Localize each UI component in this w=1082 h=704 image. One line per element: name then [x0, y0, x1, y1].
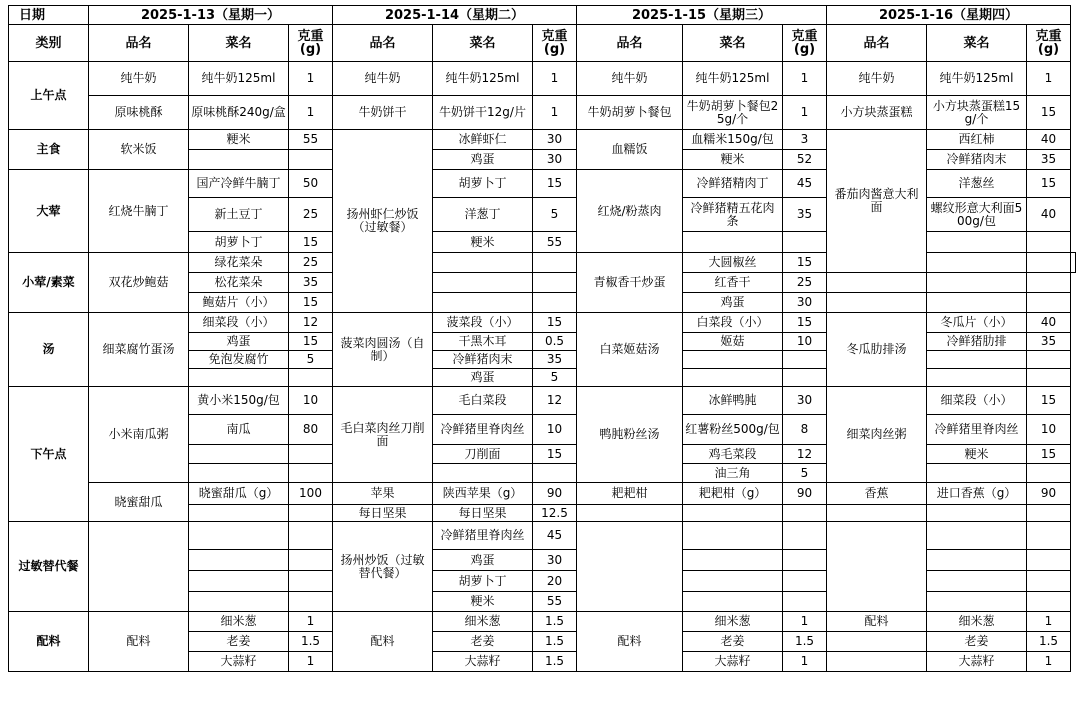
- tue-soup-dish-2: 干黑木耳: [433, 333, 533, 351]
- wed-allergy-dish-empty-2: [683, 550, 783, 571]
- wed-soup-weight-1: 15: [783, 313, 827, 333]
- mon-afternoon-weight-empty-4: [289, 464, 333, 483]
- tue-morning-dish-2: 牛奶饼干12g/片: [433, 96, 533, 130]
- wed-meat-weight-1: 45: [783, 170, 827, 198]
- thu-veg-product-empty-2: [827, 273, 927, 293]
- mon-afternoon-weight-1: 10: [289, 387, 333, 415]
- dish-header: 菜名: [433, 25, 533, 62]
- thu-allergy-product-empty: [827, 522, 927, 612]
- wed-fruit-empty-weight: [783, 505, 827, 522]
- wed-fruit-product: 耙耙柑: [577, 483, 683, 505]
- category-allergy-meal: 过敏替代餐: [9, 522, 89, 612]
- thu-seasoning-weight-3: 1: [1027, 652, 1071, 672]
- mon-morning-dish-2: 原味桃酥240g/盒: [189, 96, 289, 130]
- thu-main-weight-2: 35: [1027, 150, 1071, 170]
- thu-afternoon-dish-empty-4: [927, 464, 1027, 483]
- thu-allergy-dish-empty-4: [927, 592, 1027, 612]
- weight-header: 克重(g): [289, 25, 333, 62]
- mon-morning-dish-1: 纯牛奶125ml: [189, 62, 289, 96]
- category-afternoon-snack: 下午点: [9, 387, 89, 522]
- mon-fruit-dish-empty: [189, 505, 289, 522]
- wed-meat-dish-2: 冷鲜猪精五花肉条: [683, 198, 783, 232]
- wed-afternoon-dish-2: 红薯粉丝500g/包: [683, 415, 783, 445]
- mon-staple-weight-1: 55: [289, 130, 333, 150]
- tue-seasoning-weight-1: 1.5: [533, 612, 577, 632]
- thu-seasoning-product-empty-3: [827, 652, 927, 672]
- wed-staple-dish-1: 血糯米150g/包: [683, 130, 783, 150]
- tue-afternoon-dish-3: 刀削面: [433, 445, 533, 464]
- tue-seasoning-dish-3: 大蒜籽: [433, 652, 533, 672]
- tue-afternoon-dish-2: 冷鲜猪里脊肉丝: [433, 415, 533, 445]
- wed-fruit-weight: 90: [783, 483, 827, 505]
- mon-soup-weight-empty-4: [289, 369, 333, 387]
- mon-afternoon-dish-empty-4: [189, 464, 289, 483]
- wed-meat-dish-empty: [683, 232, 783, 253]
- thu-main-dish-3: 洋葱丝: [927, 170, 1027, 198]
- mon-veg-weight-1: 25: [289, 253, 333, 273]
- mon-soup-dish-3: 免泡发腐竹: [189, 351, 289, 369]
- mon-soup-dish-empty-4: [189, 369, 289, 387]
- wed-soup-dish-empty-3: [683, 351, 783, 369]
- wed-seasoning-weight-3: 1: [783, 652, 827, 672]
- thu-morning-weight-1: 1: [1027, 62, 1071, 96]
- wed-allergy-weight-empty-2: [783, 550, 827, 571]
- mon-morning-product-1: 纯牛奶: [89, 62, 189, 96]
- thu-main-weight-1: 40: [1027, 130, 1071, 150]
- wed-staple-dish-2: 粳米: [683, 150, 783, 170]
- mon-meat-dish-3: 胡萝卜丁: [189, 232, 289, 253]
- thu-main-dish-empty: [927, 232, 1027, 253]
- mon-seasoning-dish-1: 细米葱: [189, 612, 289, 632]
- tue-seasoning-weight-3: 1.5: [533, 652, 577, 672]
- tue-allergy-weight-2: 30: [533, 550, 577, 571]
- tue-fruit-product-1: 苹果: [333, 483, 433, 505]
- thu-soup-dish-1: 冬瓜片（小）: [927, 313, 1027, 333]
- dish-header: 菜名: [189, 25, 289, 62]
- thu-allergy-dish-empty-3: [927, 571, 1027, 592]
- wed-morning-product-1: 纯牛奶: [577, 62, 683, 96]
- mon-meat-product: 红烧牛腩丁: [89, 170, 189, 253]
- wed-afternoon-dish-1: 冰鲜鸭肫: [683, 387, 783, 415]
- day-tue-date: 2025-1-14（星期二）: [333, 6, 577, 25]
- mon-fruit-weight: 100: [289, 483, 333, 505]
- thu-soup-dish-2: 冷鲜猪肋排: [927, 333, 1027, 351]
- mon-afternoon-dish-1: 黄小米150g/包: [189, 387, 289, 415]
- thu-soup-dish-empty-4: [927, 369, 1027, 387]
- tue-main-dish-4: 洋葱丁: [433, 198, 533, 232]
- mon-soup-dish-1: 细菜段（小）: [189, 313, 289, 333]
- thu-soup-weight-empty-4: [1027, 369, 1071, 387]
- thu-soup-weight-1: 40: [1027, 313, 1071, 333]
- mon-veg-dish-1: 绿花菜朵: [189, 253, 289, 273]
- wed-morning-weight-2: 1: [783, 96, 827, 130]
- wed-soup-product: 白菜姬菇汤: [577, 313, 683, 387]
- wed-morning-weight-1: 1: [783, 62, 827, 96]
- thu-allergy-dish-empty-1: [927, 522, 1027, 550]
- wed-staple-weight-1: 3: [783, 130, 827, 150]
- wed-allergy-weight-empty-1: [783, 522, 827, 550]
- tue-main-dish-5: 粳米: [433, 232, 533, 253]
- wed-soup-dish-empty-4: [683, 369, 783, 387]
- thu-morning-product-2: 小方块蒸蛋糕: [827, 96, 927, 130]
- tue-seasoning-dish-2: 老姜: [433, 632, 533, 652]
- tue-soup-weight-2: 0.5: [533, 333, 577, 351]
- thu-allergy-weight-empty-4: [1027, 592, 1071, 612]
- thu-veg-product-empty-3: [827, 293, 927, 313]
- wed-morning-dish-2: 牛奶胡萝卜餐包25g/个: [683, 96, 783, 130]
- tue-main-dish-2: 鸡蛋: [433, 150, 533, 170]
- mon-seasoning-weight-3: 1: [289, 652, 333, 672]
- thu-veg-dish-empty-2: [927, 273, 1027, 293]
- wed-seasoning-product: 配料: [577, 612, 683, 672]
- thu-seasoning-dish-3: 大蒜籽: [927, 652, 1027, 672]
- thu-veg-dish-empty-1: [1027, 253, 1071, 273]
- wed-soup-dish-1: 白菜段（小）: [683, 313, 783, 333]
- thu-main-dish-1: 西红柿: [927, 130, 1027, 150]
- tue-allergy-dish-3: 胡萝卜丁: [433, 571, 533, 592]
- mon-soup-weight-2: 15: [289, 333, 333, 351]
- wed-afternoon-weight-3: 12: [783, 445, 827, 464]
- tue-main-weight-1: 30: [533, 130, 577, 150]
- category-morning-snack: 上午点: [9, 62, 89, 130]
- wed-seasoning-dish-3: 大蒜籽: [683, 652, 783, 672]
- wed-allergy-product-empty: [577, 522, 683, 612]
- thu-main-weight-4: 40: [1027, 198, 1071, 232]
- tue-morning-weight-1: 1: [533, 62, 577, 96]
- thu-morning-weight-2: 15: [1027, 96, 1071, 130]
- thu-seasoning-product: 配料: [827, 612, 927, 632]
- wed-veg-dish-2: 红香干: [683, 273, 783, 293]
- thu-seasoning-weight-1: 1: [1027, 612, 1071, 632]
- category-staple: 主食: [9, 130, 89, 170]
- wed-meat-product: 红烧/粉蒸肉: [577, 170, 683, 253]
- mon-afternoon-weight-empty-3: [289, 445, 333, 464]
- wed-allergy-dish-empty-1: [683, 522, 783, 550]
- wed-soup-weight-2: 10: [783, 333, 827, 351]
- tue-seasoning-dish-1: 细米葱: [433, 612, 533, 632]
- tue-afternoon-weight-1: 12: [533, 387, 577, 415]
- mon-soup-product: 细菜腐竹蛋汤: [89, 313, 189, 387]
- thu-soup-product: 冬瓜肋排汤: [827, 313, 927, 387]
- category-seasoning: 配料: [9, 612, 89, 672]
- category-soup: 汤: [9, 313, 89, 387]
- wed-fruit-empty-dish: [683, 505, 783, 522]
- wed-seasoning-weight-1: 1: [783, 612, 827, 632]
- product-header: 品名: [89, 25, 189, 62]
- wed-veg-weight-3: 30: [783, 293, 827, 313]
- tue-seasoning-product: 配料: [333, 612, 433, 672]
- thu-morning-dish-1: 纯牛奶125ml: [927, 62, 1027, 96]
- product-header: 品名: [333, 25, 433, 62]
- wed-staple-product: 血糯饭: [577, 130, 683, 170]
- tue-main-dish-empty-1: [433, 253, 533, 273]
- thu-seasoning-weight-2: 1.5: [1027, 632, 1071, 652]
- thu-soup-weight-empty-3: [1027, 351, 1071, 369]
- tue-fruit-weight-1: 90: [533, 483, 577, 505]
- tue-allergy-dish-4: 粳米: [433, 592, 533, 612]
- tue-allergy-dish-2: 鸡蛋: [433, 550, 533, 571]
- tue-fruit-dish-2: 每日坚果: [433, 505, 533, 522]
- thu-veg-product-empty: [927, 253, 1027, 273]
- wed-allergy-weight-empty-3: [783, 571, 827, 592]
- wed-soup-dish-2: 姬菇: [683, 333, 783, 351]
- mon-seasoning-product: 配料: [89, 612, 189, 672]
- mon-morning-weight-1: 1: [289, 62, 333, 96]
- mon-allergy-dish-empty-3: [189, 571, 289, 592]
- weight-header: 克重(g): [1027, 25, 1071, 62]
- mon-allergy-dish-empty-4: [189, 592, 289, 612]
- mon-morning-product-2: 原味桃酥: [89, 96, 189, 130]
- thu-seasoning-dish-2: 老姜: [927, 632, 1027, 652]
- date-label: 日期: [9, 6, 89, 25]
- wed-afternoon-dish-4: 油三角: [683, 464, 783, 483]
- mon-fruit-weight-empty: [289, 505, 333, 522]
- tue-main-weight-2: 30: [533, 150, 577, 170]
- tue-afternoon-weight-2: 10: [533, 415, 577, 445]
- thu-afternoon-dish-1: 细菜段（小）: [927, 387, 1027, 415]
- tue-main-weight-empty-3: [533, 293, 577, 313]
- thu-main-weight-empty: [1027, 232, 1071, 253]
- mon-staple-product: 软米饭: [89, 130, 189, 170]
- tue-morning-weight-2: 1: [533, 96, 577, 130]
- thu-afternoon-dish-3: 粳米: [927, 445, 1027, 464]
- wed-veg-dish-3: 鸡蛋: [683, 293, 783, 313]
- tue-morning-product-2: 牛奶饼干: [333, 96, 433, 130]
- tue-fruit-weight-2: 12.5: [533, 505, 577, 522]
- thu-main-dish-4: 螺纹形意大利面500g/包: [927, 198, 1027, 232]
- wed-soup-weight-empty-4: [783, 369, 827, 387]
- mon-staple-dish-empty: [189, 150, 289, 170]
- tue-soup-product: 菠菜肉圆汤（自制）: [333, 313, 433, 387]
- wed-meat-dish-1: 冷鲜猪精肉丁: [683, 170, 783, 198]
- wed-afternoon-weight-2: 8: [783, 415, 827, 445]
- tue-main-dish-1: 冰鲜虾仁: [433, 130, 533, 150]
- thu-fruit-empty-dish: [927, 505, 1027, 522]
- thu-allergy-weight-empty-2: [1027, 550, 1071, 571]
- thu-afternoon-weight-2: 10: [1027, 415, 1071, 445]
- wed-meat-weight-2: 35: [783, 198, 827, 232]
- mon-afternoon-dish-empty-3: [189, 445, 289, 464]
- wed-staple-weight-2: 52: [783, 150, 827, 170]
- tue-afternoon-weight-3: 15: [533, 445, 577, 464]
- mon-afternoon-weight-2: 80: [289, 415, 333, 445]
- thu-afternoon-product: 细菜肉丝粥: [827, 387, 927, 483]
- wed-seasoning-dish-1: 细米葱: [683, 612, 783, 632]
- tue-soup-weight-3: 35: [533, 351, 577, 369]
- dish-header: 菜名: [927, 25, 1027, 62]
- mon-veg-dish-3: 鲍菇片（小）: [189, 293, 289, 313]
- mon-soup-weight-1: 12: [289, 313, 333, 333]
- thu-afternoon-weight-3: 15: [1027, 445, 1071, 464]
- thu-allergy-dish-empty-2: [927, 550, 1027, 571]
- mon-allergy-dish-empty-2: [189, 550, 289, 571]
- wed-morning-dish-1: 纯牛奶125ml: [683, 62, 783, 96]
- tue-fruit-product-2: 每日坚果: [333, 505, 433, 522]
- category-meat: 大荤: [9, 170, 89, 253]
- mon-veg-dish-2: 松花菜朵: [189, 273, 289, 293]
- tue-soup-dish-3: 冷鲜猪肉末: [433, 351, 533, 369]
- thu-fruit-dish: 进口香蕉（g）: [927, 483, 1027, 505]
- tue-allergy-weight-3: 20: [533, 571, 577, 592]
- thu-allergy-weight-empty-1: [1027, 522, 1071, 550]
- product-header: 品名: [827, 25, 927, 62]
- day-wed-date: 2025-1-15（星期三）: [577, 6, 827, 25]
- thu-allergy-weight-empty-3: [1027, 571, 1071, 592]
- tue-main-dish-3: 胡萝卜丁: [433, 170, 533, 198]
- mon-afternoon-product: 小米南瓜粥: [89, 387, 189, 483]
- tue-main-product: 扬州虾仁炒饭（过敏餐）: [333, 130, 433, 313]
- thu-afternoon-weight-1: 15: [1027, 387, 1071, 415]
- mon-fruit-dish: 晓蜜甜瓜（g）: [189, 483, 289, 505]
- thu-veg-weight-empty-2: [1027, 273, 1071, 293]
- mon-veg-product: 双花炒鲍菇: [89, 253, 189, 313]
- thu-fruit-weight: 90: [1027, 483, 1071, 505]
- wed-veg-product: 青椒香干炒蛋: [577, 253, 683, 313]
- product-header: 品名: [577, 25, 683, 62]
- tue-main-weight-5: 55: [533, 232, 577, 253]
- tue-main-dish-empty-2: [433, 273, 533, 293]
- mon-allergy-dish-empty-1: [189, 522, 289, 550]
- mon-soup-weight-3: 5: [289, 351, 333, 369]
- thu-morning-product-1: 纯牛奶: [827, 62, 927, 96]
- tue-allergy-weight-1: 45: [533, 522, 577, 550]
- thu-main-dish-2: 冷鲜猪肉末: [927, 150, 1027, 170]
- wed-seasoning-weight-2: 1.5: [783, 632, 827, 652]
- wed-allergy-dish-empty-4: [683, 592, 783, 612]
- mon-allergy-weight-empty-2: [289, 550, 333, 571]
- mon-meat-dish-2: 新土豆丁: [189, 198, 289, 232]
- thu-veg-weight-empty-1: [1071, 253, 1076, 273]
- tue-soup-weight-4: 5: [533, 369, 577, 387]
- wed-allergy-weight-empty-4: [783, 592, 827, 612]
- tue-main-weight-empty-1: [533, 253, 577, 273]
- wed-seasoning-dish-2: 老姜: [683, 632, 783, 652]
- thu-afternoon-weight-empty-4: [1027, 464, 1071, 483]
- mon-allergy-weight-empty-3: [289, 571, 333, 592]
- thu-fruit-empty-product: [827, 505, 927, 522]
- tue-afternoon-weight-empty-4: [533, 464, 577, 483]
- tue-afternoon-dish-1: 毛白菜段: [433, 387, 533, 415]
- tue-allergy-weight-4: 55: [533, 592, 577, 612]
- thu-main-product: 番茄肉酱意大利面: [827, 130, 927, 273]
- tue-afternoon-dish-empty-4: [433, 464, 533, 483]
- weekly-menu-table: [8, 5, 1076, 672]
- wed-veg-weight-2: 25: [783, 273, 827, 293]
- tue-seasoning-weight-2: 1.5: [533, 632, 577, 652]
- mon-seasoning-dish-2: 老姜: [189, 632, 289, 652]
- wed-afternoon-weight-4: 5: [783, 464, 827, 483]
- mon-veg-weight-2: 35: [289, 273, 333, 293]
- wed-fruit-empty-product: [577, 505, 683, 522]
- day-thu-date: 2025-1-16（星期四）: [827, 6, 1071, 25]
- mon-morning-weight-2: 1: [289, 96, 333, 130]
- mon-soup-dish-2: 鸡蛋: [189, 333, 289, 351]
- day-mon-date: 2025-1-13（星期一）: [89, 6, 333, 25]
- wed-veg-weight-1: 15: [783, 253, 827, 273]
- wed-afternoon-weight-1: 30: [783, 387, 827, 415]
- mon-seasoning-weight-2: 1.5: [289, 632, 333, 652]
- tue-fruit-dish-1: 陕西苹果（g）: [433, 483, 533, 505]
- wed-afternoon-dish-3: 鸡毛菜段: [683, 445, 783, 464]
- wed-fruit-dish: 耙耙柑（g）: [683, 483, 783, 505]
- wed-allergy-dish-empty-3: [683, 571, 783, 592]
- thu-veg-weight-empty-3: [1027, 293, 1071, 313]
- mon-afternoon-dish-2: 南瓜: [189, 415, 289, 445]
- thu-main-weight-3: 15: [1027, 170, 1071, 198]
- wed-morning-product-2: 牛奶胡萝卜餐包: [577, 96, 683, 130]
- mon-seasoning-dish-3: 大蒜籽: [189, 652, 289, 672]
- mon-veg-weight-3: 15: [289, 293, 333, 313]
- mon-meat-weight-3: 15: [289, 232, 333, 253]
- tue-morning-dish-1: 纯牛奶125ml: [433, 62, 533, 96]
- mon-meat-weight-2: 25: [289, 198, 333, 232]
- tue-main-weight-empty-2: [533, 273, 577, 293]
- category-veg: 小荤/素菜: [9, 253, 89, 313]
- tue-soup-weight-1: 15: [533, 313, 577, 333]
- thu-fruit-empty-weight: [1027, 505, 1071, 522]
- category-header: 类别: [9, 25, 89, 62]
- tue-soup-dish-4: 鸡蛋: [433, 369, 533, 387]
- mon-staple-dish-1: 粳米: [189, 130, 289, 150]
- mon-seasoning-weight-1: 1: [289, 612, 333, 632]
- thu-soup-weight-2: 35: [1027, 333, 1071, 351]
- tue-morning-product-1: 纯牛奶: [333, 62, 433, 96]
- tue-allergy-dish-1: 冷鲜猪里脊肉丝: [433, 522, 533, 550]
- thu-soup-dish-empty-3: [927, 351, 1027, 369]
- tue-afternoon-product: 毛白菜肉丝刀削面: [333, 387, 433, 483]
- thu-afternoon-dish-2: 冷鲜猪里脊肉丝: [927, 415, 1027, 445]
- mon-allergy-weight-empty-4: [289, 592, 333, 612]
- mon-fruit-product: 晓蜜甜瓜: [89, 483, 189, 522]
- tue-main-weight-3: 15: [533, 170, 577, 198]
- wed-meat-weight-empty: [783, 232, 827, 253]
- thu-fruit-product: 香蕉: [827, 483, 927, 505]
- wed-veg-dish-1: 大圆椒丝: [683, 253, 783, 273]
- weight-header: 克重(g): [533, 25, 577, 62]
- tue-main-weight-4: 5: [533, 198, 577, 232]
- wed-soup-weight-empty-3: [783, 351, 827, 369]
- mon-meat-weight-1: 50: [289, 170, 333, 198]
- tue-soup-dish-1: 菠菜段（小）: [433, 313, 533, 333]
- mon-allergy-weight-empty-1: [289, 522, 333, 550]
- thu-morning-dish-2: 小方块蒸蛋糕15g/个: [927, 96, 1027, 130]
- mon-staple-weight-empty: [289, 150, 333, 170]
- tue-allergy-product: 扬州炒饭（过敏替代餐）: [333, 522, 433, 612]
- mon-allergy-product-empty: [89, 522, 189, 612]
- thu-seasoning-product-empty-2: [827, 632, 927, 652]
- dish-header: 菜名: [683, 25, 783, 62]
- thu-seasoning-dish-1: 细米葱: [927, 612, 1027, 632]
- wed-afternoon-product: 鸭肫粉丝汤: [577, 387, 683, 483]
- thu-veg-dish-empty-3: [927, 293, 1027, 313]
- weight-header: 克重(g): [783, 25, 827, 62]
- tue-main-dish-empty-3: [433, 293, 533, 313]
- mon-meat-dish-1: 国产冷鲜牛腩丁: [189, 170, 289, 198]
